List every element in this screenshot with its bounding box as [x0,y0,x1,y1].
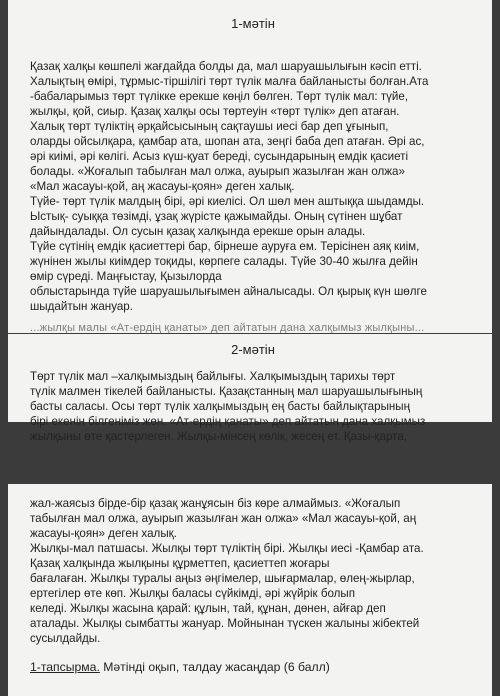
text-line: жылқы, қой, сиыр. Қазақ халқы осы төртеуін «төрт түлік» деп атаған. [30,105,400,118]
text-line: Халық төрт түліктің әрқайсысының сақтаушы иесі бар деп ұғынып, [30,120,389,133]
text2-title: 2-мәтін [231,342,275,357]
text-line: Қазақ халқы көшпелі жағдайда болды да, мал шаруашылығын кәсіп етті. [30,60,422,73]
cut-off-line: ...жылқы малы «Ат-ердің қанаты» деп айтатын дана халқымыз жылқыны... [30,322,425,334]
text-line: келеді. Жылқы жасына қарай: құлын, тай, құнан, дөнен, айғар деп [30,602,386,615]
text-line: табылған мал олжа, ауырып жазылған жан олжа» «Мал жасауы-қой, аң [30,512,417,525]
text-line: Түйе сүтінің емдік қасиеттері бар, бірнеше ауруға ем. Терісінен аяқ киім, [30,240,420,253]
text-line: бағалаған. Жылқы туралы аңыз әңгімелер, шығармалар, өлең-жырлар, [30,572,415,585]
text1-title: 1-мәтін [231,16,275,31]
text2-paragraph-top [30,369,476,444]
task-line [30,660,476,674]
text1-paragraph [30,59,476,314]
text-line: Қазақ халқында жылқыны құрметтеп, қасиеттеп жоғары [30,557,330,570]
text2-section-bottom [8,484,492,696]
text-line: бірі екенін білгеніміз жөн. «Ат-ердің қанаты» деп айтатын дана халқымыз [30,415,426,428]
text-line: жасауы-қоян» деген халық. [30,527,177,540]
text-line: түлік малмен тікелей байланысты. Қазақстанның мал шаруашылығының [30,385,423,398]
text-line: «Мал жасауы-қой, аң жасауы-қоян» деген халық. [30,180,295,193]
text-line: дайындалады. Ол сусын қазақ халқында ерекше орын алады. [30,225,366,238]
text-line: ертегілер өте көп. Жылқы баласы сүйкімді, әрі жүйрік болып [30,587,356,600]
text-line: Төрт түлік мал –халқымыздың байлығы. Халқымыздың тарихы төрт [30,370,396,383]
text-line: -бабаларымыз төрт түлікке ерекше көңіл бөлген. Төрт түлік мал: түйе, [30,90,409,103]
text-line: Түйе- төрт түлік малдың бірі, әрі киелісі. Ол шөл мен аштыққа шыдамды. [30,195,425,208]
text-line: аталады. Жылқы сымбатты жануар. Мойнынан түскен жалыны жібектей [30,617,420,630]
text2-paragraph-bottom [30,496,476,646]
text-line: әрі киімі, әрі көлігі. Асыз күш-қуат береді, сусындарының емдік қасиеті [30,150,409,163]
text-line: Ыстық- суыққа төзімді, ұзақ жүрісте қажымайды. Оның сүтінен шұбат [30,210,403,223]
text-line: басты саласы. Осы төрт түлік халқымыздың ең басты байлықтарының [30,400,411,413]
text-line: Жылқы-мал патшасы. Жылқы төрт түліктің бірі. Жылқы иесі -Қамбар ата. [30,542,424,555]
text-line: шыдайтын жануар. [30,300,133,313]
text-line: жал-жаясыз бірде-бір қазақ жанұясын біз көре алмаймыз. «Жоғалып [30,497,401,510]
text2-section-top [8,334,492,443]
text-line: жүнінен жылы киімдер тоқиды, көрпеге салады. Түйе 30-40 жылға дейін [30,255,418,268]
text-line: болады. «Жоғалып табылған мал олжа, ауырып жазылған жан олжа» [30,165,405,178]
task-label: 1-тапсырма. [30,660,100,674]
text-line: жылқыны өте қастерлеген. Жылқы-мінсең көлік, жесең ет. Қазы-қарта, [30,430,407,443]
text-line: Халықтың өмірі, тұрмыс-тіршілігі төрт түлік малға байланысты болған.Ата [30,75,429,88]
text-line: сусылдайды. [30,632,101,645]
text-line: өмір сүреді. Маңғыстау, Қызылорда [30,270,222,283]
text1-section [8,0,492,333]
text-line: оларды ойсылқара, қамбар ата, шопан ата, зеңгі баба деп атаған. Әрі ас, [30,135,425,148]
text-line: облыстарында түйе шаруашылығымен айналысады. Ол қырық күн шөлге [30,285,427,298]
task-text: Мәтінді оқып, талдау жасаңдар (6 балл) [99,660,330,674]
